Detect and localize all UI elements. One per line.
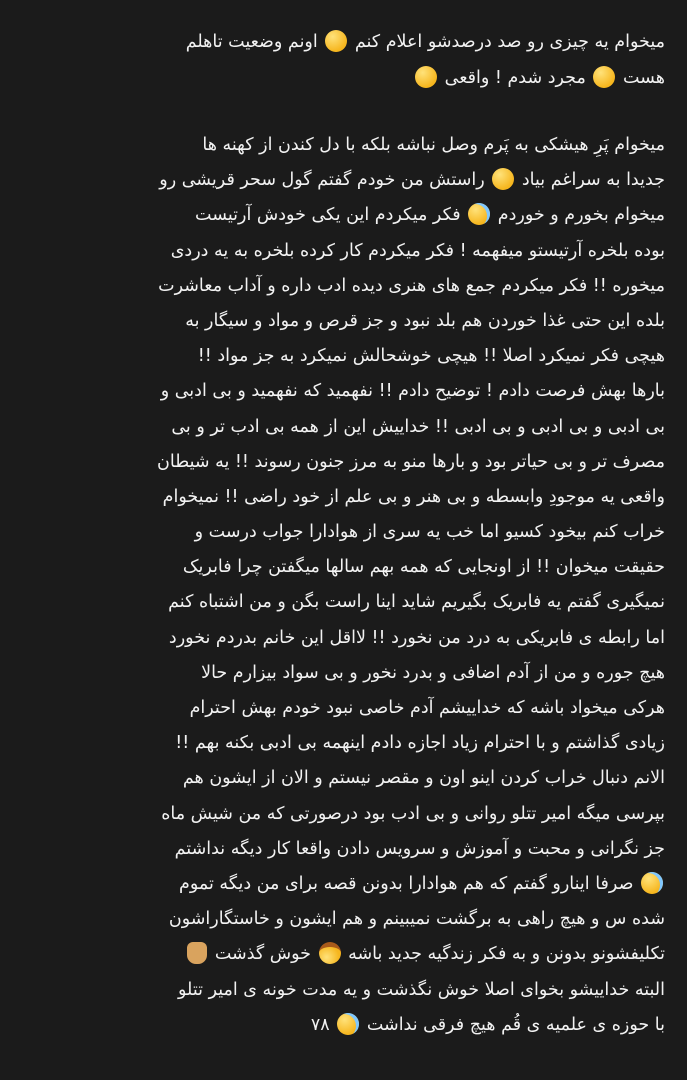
line-text: البته خداییشو بخوای اصلا خوش نگذشت و یه مدت خونه ی امیر تتلو xyxy=(178,979,665,1000)
line-text: بی ادبی و بی ادبی و بی ادبی !! خداییش این از همه بی ادب تر و بی xyxy=(171,416,665,437)
line-text: بلده این حتی غذا خوردن هم بلد نبود و جز قرص و مواد و سیگار به xyxy=(185,310,665,331)
line-text: هیچی فکر نمیکرد اصلا !! هیچی خوشحالش نمیکرد به جز مواد !! xyxy=(197,346,665,367)
body-line xyxy=(30,234,665,269)
line-text: بوده بلخره آرتیستو میفهمه ! فکر میکردم کار کرده بلخره به یه دردی xyxy=(170,240,665,261)
body-line xyxy=(30,973,665,1008)
body-line xyxy=(30,867,665,902)
line-text: الانم دنبال خراب کردن اینو اون و مقصر نیستم و الان از ایشون هم xyxy=(182,768,665,789)
body-line xyxy=(30,761,665,796)
line-text: خراب کنم بیخود کسیو اما خب یه سری از هوادارا جواب درست و xyxy=(194,522,665,543)
line-text: واقعی یه موجودِ وابسطه و بی هنر و بی علم از خود راضی !! نمیخوام xyxy=(162,486,665,507)
cowboy-icon xyxy=(319,942,341,964)
body-line xyxy=(30,832,665,867)
smile-icon xyxy=(325,30,347,52)
line-text: مصرف تر و بی حیاتر بود و بارها منو به مرز جنون رسوند !! یه شیطان xyxy=(157,451,665,472)
body-line xyxy=(30,797,665,832)
line-text: اما رابطه ی فابریکی به درد من نخورد !! لااقل این خانم بدردم نخورد xyxy=(168,627,665,648)
body-line xyxy=(30,269,665,304)
body-line xyxy=(30,374,665,409)
line-text: خوش گذشت xyxy=(209,944,317,965)
line-text: صرفا اینارو گفتم که هم هوادارا بدونن قصه برای من دیگه تموم xyxy=(179,873,639,894)
line-text: میخوام یه چیزی رو صد درصدشو اعلام کنم xyxy=(349,32,665,52)
body-line xyxy=(30,304,665,339)
line-text: میخوره !! فکر میکردم جمع های هنری دیده ادب داره و آداب معاشرت xyxy=(158,275,665,296)
line-text: حقیقت میخوان !! از اونجایی که همه بهم سالها میگفتن چرا فابریک xyxy=(182,557,665,578)
body-line xyxy=(30,410,665,445)
line-text: میخوام بخورم و خوردم xyxy=(492,205,665,226)
body-line xyxy=(30,550,665,585)
line-text: تکلیفشونو بدونن و به فکر زندگیه جدید باشه xyxy=(342,944,665,965)
body-line xyxy=(30,198,665,233)
intro-paragraph xyxy=(0,24,687,96)
body-line xyxy=(30,1008,665,1043)
line-text: جدیدا به سراغم بیاد xyxy=(516,170,665,191)
line-text: بارها بهش فرصت دادم ! توضیح دادم !! نفهمید که نفهمید و بی ادبی و xyxy=(160,381,665,402)
body-line xyxy=(30,621,665,656)
body-line xyxy=(30,339,665,374)
body-line xyxy=(30,480,665,515)
body-line xyxy=(30,902,665,937)
body-line xyxy=(30,656,665,691)
line-text: ۷۸ xyxy=(310,1014,336,1035)
line-text: مجرد شدم ! واقعی xyxy=(439,68,592,88)
intro-line xyxy=(30,24,665,60)
intro-line xyxy=(30,60,665,96)
body-line xyxy=(30,163,665,198)
body-line xyxy=(30,515,665,550)
line-text: فکر میکردم این یکی خودش آرتیست xyxy=(195,205,467,226)
body-line xyxy=(30,937,665,972)
sweat-smile-icon xyxy=(641,872,663,894)
sweat-smile-icon xyxy=(337,1013,359,1035)
body-line xyxy=(30,445,665,480)
smile-icon xyxy=(415,66,437,88)
line-text: میخوام پَرِ هیشکی به پَرم وصل نباشه بلکه با دل کندن از کهنه ها xyxy=(202,135,665,155)
line-text: هرکی میخواد باشه که خداییشم آدم خاصی نبود خودم بهش احترام xyxy=(189,698,665,718)
line-text: زیادی گذاشتم و با احترام زیاد اجازه دادم اینهمه بی ادبی بکنه بهم !! xyxy=(175,733,665,754)
line-text: بپرسی میگه امیر تتلو روانی و بی ادب بود درصورتی که من شیش ماه xyxy=(161,803,665,824)
line-text: راستش من خودم گفتم گول سحر قریشی رو xyxy=(159,170,491,191)
body-line xyxy=(30,128,665,163)
line-text: هست xyxy=(617,68,665,88)
smile-icon xyxy=(593,66,615,88)
body-line xyxy=(30,585,665,620)
line-text: جز نگرانی و محبت و آموزش و سرویس دادن واقعا کار دیگه نداشتم xyxy=(174,838,665,859)
line-text: شده س و هیچ راهی به برگشت نمیبینم و هم ایشون و خاستگاراشون xyxy=(168,909,665,930)
body-paragraph xyxy=(0,128,687,1043)
sweat-smile-icon xyxy=(468,203,490,225)
line-text: با حوزه ی علمیه ی قُم هیچ فرقی نداشت xyxy=(361,1014,665,1035)
line-text: اونم وضعیت تاهلم xyxy=(185,32,324,52)
body-line xyxy=(30,691,665,726)
body-line xyxy=(30,726,665,761)
smile-icon xyxy=(492,168,514,190)
line-text: هیچ جوره و من از آدم اضافی و بدرد نخور و بی سواد بیزارم حالا xyxy=(201,662,665,683)
rock-on-hand-icon xyxy=(187,942,207,964)
line-text: نمیگیری گفتم یه فابریک بگیریم شاید اینا راست بگن و من اشتباه کنم xyxy=(168,592,665,613)
